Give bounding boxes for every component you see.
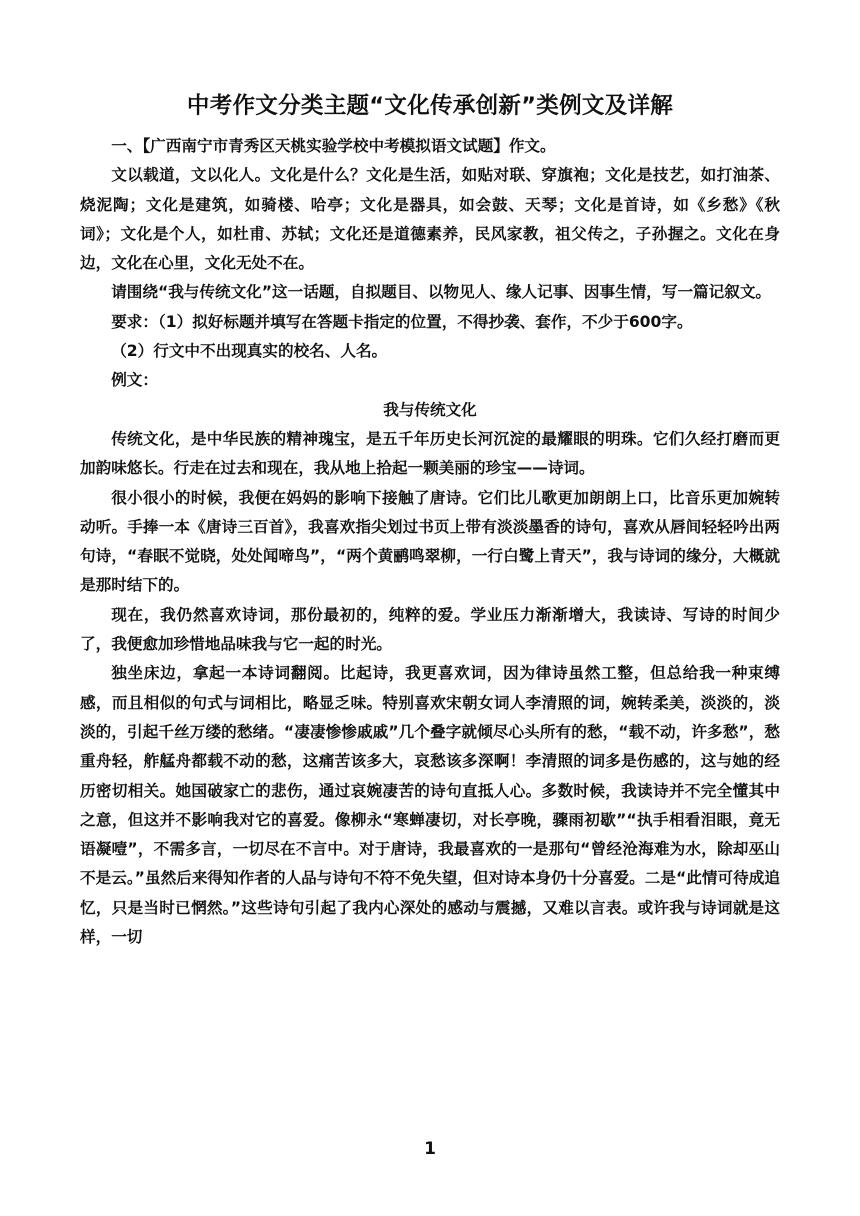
document-body [80, 132, 780, 952]
essay-paragraph: 传统文化，是中华民族的精神瑰宝，是五千年历史长河沉淀的最耀眼的明珠。它们久经打磨而更加韵味悠长。行走在过去和现在，我从地上拾起一颗美丽的珍宝——诗词。 [80, 429, 780, 478]
question-heading: 一、【广西南宁市青秀区天桃实验学校中考模拟语文试题】作文。 [111, 137, 556, 155]
prompt-paragraph: 文以载道，文以化人。文化是什么？文化是生活，如贴对联、穿旗袍；文化是技艺，如打油茶、烧泥陶；文化是建筑，如骑楼、哈亭；文化是器具，如会鼓、天琴；文化是首诗，如《乡愁》《秋词》；文化是个人，如杜甫、苏轼；文化还是道德素养，民风家教，祖父传之，子孙握之。文化在身边，文化在心里，文化无处不在。 [80, 166, 780, 273]
task-paragraph: 请围绕“我与传统文化”这一话题，自拟题目、以物见人、缘人记事、因事生情，写一篇记叙文。 [111, 283, 772, 302]
example-label: 例文： [111, 371, 158, 390]
page-number: 1 [424, 1139, 436, 1159]
essay-paragraph: 很小很小的时候，我便在妈妈的影响下接触了唐诗。它们比儿歌更加朗朗上口，比音乐更加婉转动听。手捧一本《唐诗三百首》，我喜欢指尖划过书页上带有淡淡墨香的诗句，喜欢从唇间轻轻吟出两句诗，“春眠不觉晓，处处闻啼鸟”，“两个黄鹂鸣翠柳，一行白鹭上青天”，我与诗词的缘分，大概就是那时结下的。 [80, 488, 780, 595]
essay-paragraph: 现在，我仍然喜欢诗词，那份最初的，纯粹的爱。学业压力渐渐增大，我读诗、写诗的时间少了，我便愈加珍惜地品味我与它一起的时光。 [80, 605, 780, 654]
essay-paragraph: 独坐床边，拿起一本诗词翻阅。比起诗，我更喜欢词，因为律诗虽然工整，但总给我一种束缚感，而且相似的句式与词相比，略显乏味。特别喜欢宋朝女词人李清照的词，婉转柔美，淡淡的，淡淡的，引起千丝万缕的愁绪。“凄凄惨惨戚戚”几个叠字就倾尽心头所有的愁，“载不动，许多愁”，愁重舟轻，舴艋舟都载不动的愁，这痛苦该多大，哀愁该多深啊！李清照的词多是伤感的，这与她的经历密切相关。她国破家亡的悲伤，通过哀婉凄苦的诗句直抵人心。多数时候，我读诗并不完全懂其中之意，但这并不影响我对它的喜爱。像柳永“寒蝉凄切，对长亭晚，骤雨初歇”“执手相看泪眼，竟无语凝噎”，不需多言，一切尽在不言中。对于唐诗，我最喜欢的一是那句“曾经沧海难为水，除却巫山不是云。”虽然后来得知作者的人品与诗句不符不免失望，但对诗本身仍十分喜爱。二是“此情可待成追忆，只是当时已惘然。”这些诗句引起了我内心深处的感动与震撼，又难以言表。或许我与诗词就是这样，一切 [80, 664, 780, 947]
requirement-2: （2）行文中不出现真实的校名、人名。 [111, 342, 388, 361]
essay-title: 我与传统文化 [383, 400, 477, 419]
document-title: 中考作文分类主题“文化传承创新”类例文及详解 [186, 93, 674, 119]
requirement-1: 要求：（1）拟好标题并填写在答题卡指定的位置，不得抄袭、套作，不少于600字。 [111, 312, 693, 331]
